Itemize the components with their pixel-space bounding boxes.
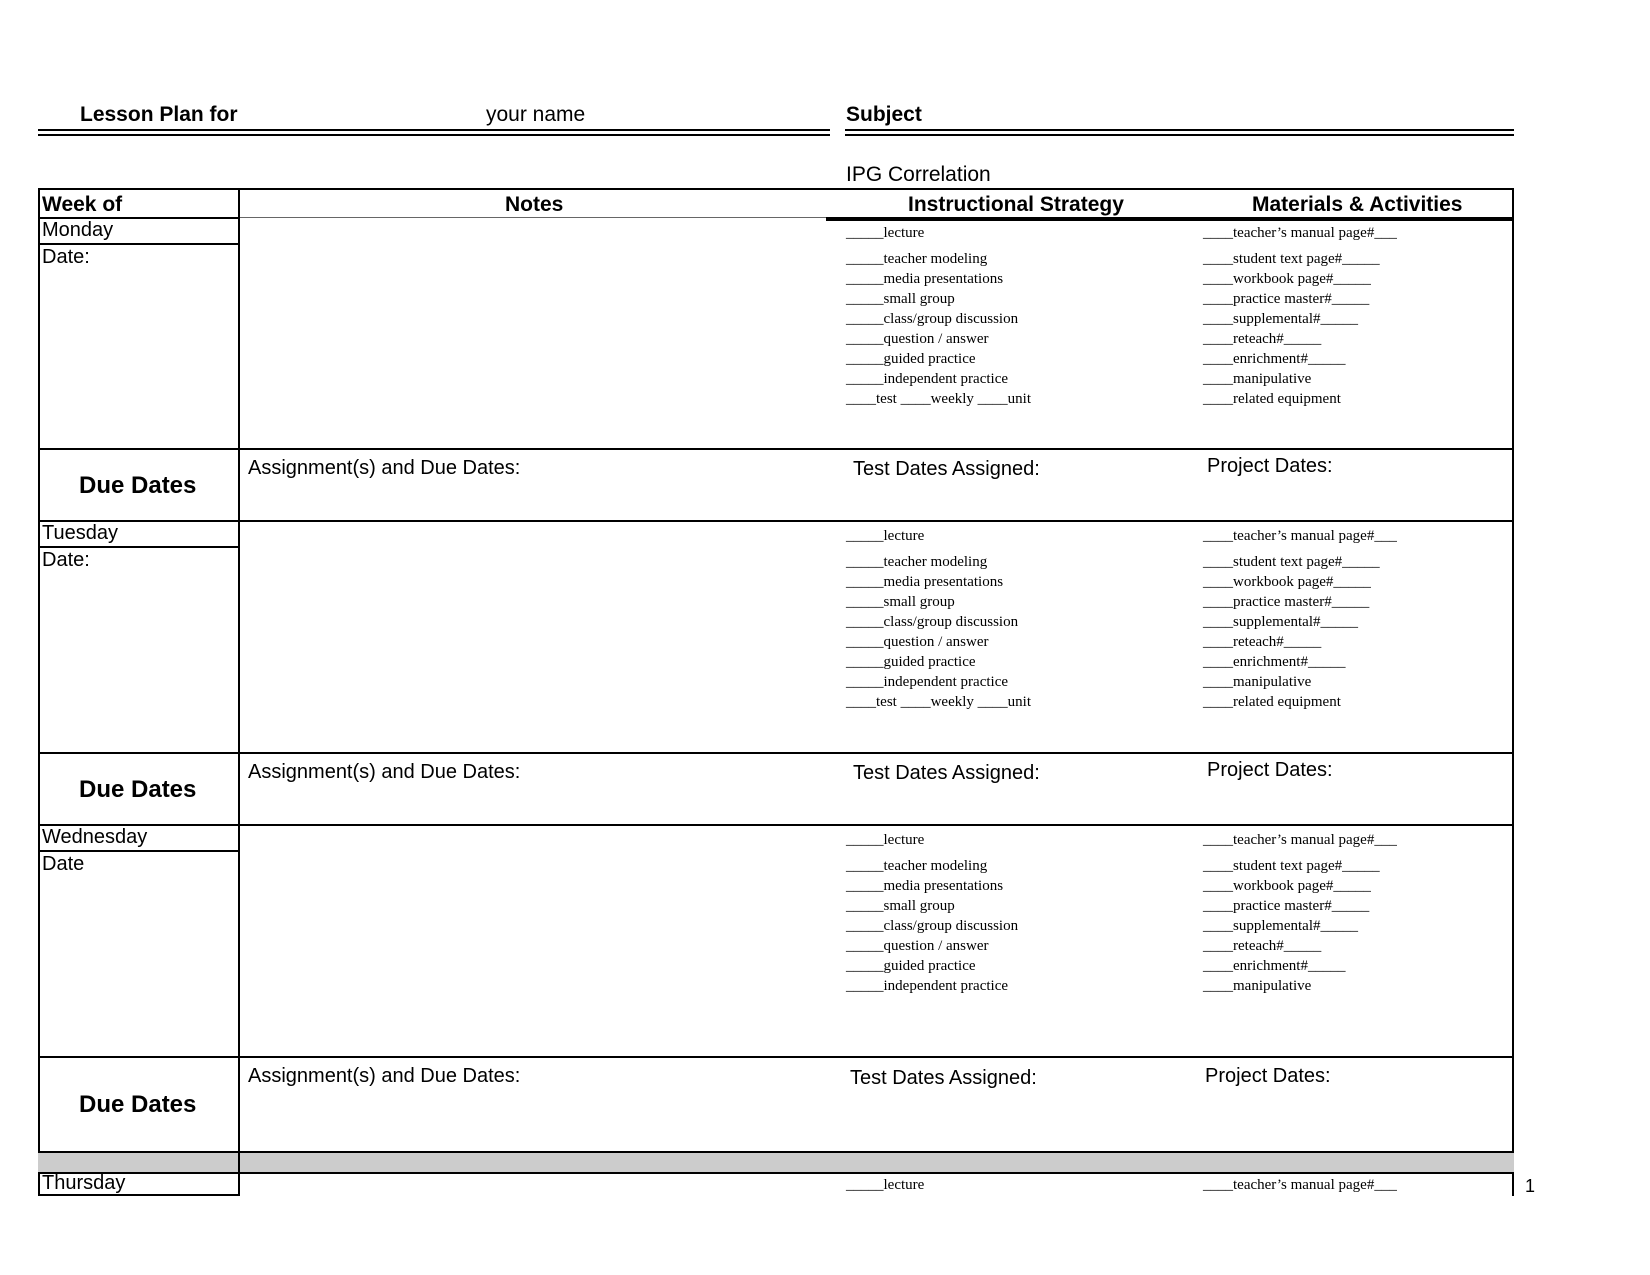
day-name-monday: Monday [42, 219, 114, 241]
due-dates-heading: Due Dates [79, 776, 197, 803]
assignments-label[interactable]: Assignment(s) and Due Dates: [248, 1065, 521, 1087]
strategy-item[interactable]: ____test ____weekly ____unit [846, 694, 1031, 710]
materials-item[interactable]: ____enrichment#_____ [1203, 351, 1346, 367]
materials-item[interactable]: ____related equipment [1203, 391, 1341, 407]
strategy-item[interactable]: _____independent practice [846, 674, 1009, 690]
strategy-item[interactable]: _____lecture [846, 528, 925, 544]
table-divider-left [238, 188, 240, 1196]
strategy-item[interactable]: _____teacher modeling [846, 858, 988, 874]
date-label-wednesday[interactable]: Date [42, 853, 85, 875]
thursday-name-underline [38, 1194, 240, 1196]
strategy-item[interactable]: _____media presentations [846, 574, 1004, 590]
strategy-item[interactable]: _____question / answer [846, 634, 989, 650]
materials-item[interactable]: ____reteach#_____ [1203, 634, 1322, 650]
materials-item[interactable]: ____supplemental#_____ [1203, 311, 1358, 327]
assignments-label[interactable]: Assignment(s) and Due Dates: [248, 457, 521, 479]
strategy-item[interactable]: _____independent practice [846, 978, 1009, 994]
due-dates-3-top-border [38, 1056, 1514, 1058]
materials-item[interactable]: ____practice master#_____ [1203, 594, 1370, 610]
materials-header: Materials & Activities [1252, 193, 1463, 216]
strategy-item[interactable]: _____guided practice [846, 958, 976, 974]
strategy-list-tuesday [846, 526, 1031, 712]
header-rule-left-bottom [38, 134, 830, 136]
table-top-border [38, 188, 1514, 190]
strategy-item[interactable]: _____class/group discussion [846, 614, 1019, 630]
materials-item[interactable]: ____student text page#_____ [1203, 858, 1380, 874]
project-dates-label[interactable]: Project Dates: [1207, 455, 1333, 477]
date-label-tuesday[interactable]: Date: [42, 549, 90, 571]
materials-item[interactable]: ____workbook page#_____ [1203, 271, 1371, 287]
strategy-item[interactable]: _____lecture [846, 225, 925, 241]
strategy-item[interactable]: _____media presentations [846, 271, 1004, 287]
materials-item[interactable]: ____teacher’s manual page#___ [1203, 832, 1397, 848]
materials-list-tuesday [1203, 526, 1397, 712]
notes-header: Notes [505, 193, 564, 216]
materials-item[interactable]: ____student text page#_____ [1203, 554, 1380, 570]
materials-item[interactable]: ____manipulative [1203, 674, 1312, 690]
materials-item[interactable]: ____manipulative [1203, 371, 1312, 387]
strategy-item[interactable]: _____small group [846, 291, 955, 307]
materials-item[interactable]: ____related equipment [1203, 694, 1341, 710]
strategy-item[interactable]: _____media presentations [846, 878, 1004, 894]
project-dates-label[interactable]: Project Dates: [1207, 759, 1333, 781]
due-dates-1-top-border [38, 448, 1514, 450]
assignments-label[interactable]: Assignment(s) and Due Dates: [248, 761, 521, 783]
due-dates-2-top-border [38, 752, 1514, 754]
materials-item[interactable]: ____teacher’s manual page#___ [1203, 225, 1397, 241]
day-name-wednesday: Wednesday [42, 826, 148, 848]
week-of-header: Week of [42, 193, 123, 216]
strategy-underline [826, 217, 1514, 221]
materials-item[interactable]: ____workbook page#_____ [1203, 878, 1371, 894]
due-dates-heading: Due Dates [79, 472, 197, 499]
strategy-item[interactable]: _____question / answer [846, 938, 989, 954]
header-rule-right-top [845, 129, 1514, 131]
day-name-tuesday: Tuesday [42, 522, 118, 544]
materials-item[interactable]: ____reteach#_____ [1203, 938, 1322, 954]
strategy-list-wednesday [846, 830, 1018, 996]
strategy-item[interactable]: ____test ____weekly ____unit [846, 391, 1031, 407]
table-left-border [38, 188, 40, 1196]
day-name-thursday: Thursday [42, 1172, 126, 1194]
materials-item[interactable]: ____enrichment#_____ [1203, 654, 1346, 670]
strategy-item[interactable]: _____independent practice [846, 371, 1009, 387]
due-dates-2-bottom-border [38, 824, 1514, 826]
strategy-item[interactable]: _____small group [846, 594, 955, 610]
notes-underline [240, 217, 826, 218]
monday-name-underline [38, 243, 240, 245]
gray-separator-band [38, 1151, 1514, 1174]
materials-item[interactable]: ____supplemental#_____ [1203, 918, 1358, 934]
materials-item[interactable]: ____practice master#_____ [1203, 898, 1370, 914]
materials-item[interactable]: ____enrichment#_____ [1203, 958, 1346, 974]
materials-item[interactable]: ____workbook page#_____ [1203, 574, 1371, 590]
date-label-monday[interactable]: Date: [42, 246, 90, 268]
strategy-item[interactable]: _____guided practice [846, 654, 976, 670]
materials-list-monday [1203, 223, 1397, 409]
teacher-name-field[interactable]: your name [486, 103, 586, 126]
materials-item[interactable]: ____teacher’s manual page#___ [1203, 528, 1397, 544]
materials-item[interactable]: ____student text page#_____ [1203, 251, 1380, 267]
tuesday-name-underline [38, 546, 240, 548]
materials-item[interactable]: ____practice master#_____ [1203, 291, 1370, 307]
materials-item[interactable]: ____manipulative [1203, 978, 1312, 994]
strategy-item[interactable]: _____teacher modeling [846, 251, 988, 267]
strategy-item[interactable]: _____guided practice [846, 351, 976, 367]
strategy-item[interactable]: _____lecture [846, 1177, 925, 1193]
strategy-list-monday [846, 223, 1031, 409]
header-rule-left-top [38, 129, 830, 131]
ipg-correlation-label: IPG Correlation [846, 163, 991, 186]
test-dates-label[interactable]: Test Dates Assigned: [853, 458, 1040, 480]
test-dates-label[interactable]: Test Dates Assigned: [853, 762, 1040, 784]
materials-item[interactable]: ____teacher’s manual page#___ [1203, 1177, 1397, 1193]
due-dates-1-bottom-border [38, 520, 1514, 522]
materials-list-wednesday [1203, 830, 1397, 996]
strategy-header: Instructional Strategy [908, 193, 1124, 216]
subject-label: Subject [846, 103, 922, 126]
strategy-item[interactable]: _____class/group discussion [846, 918, 1019, 934]
strategy-item[interactable]: _____small group [846, 898, 955, 914]
header-rule-right-bottom [845, 134, 1514, 136]
due-dates-heading: Due Dates [79, 1091, 197, 1118]
lesson-plan-label: Lesson Plan for [80, 103, 238, 126]
page-number: 1 [1525, 1176, 1536, 1196]
materials-item[interactable]: ____reteach#_____ [1203, 331, 1322, 347]
project-dates-label[interactable]: Project Dates: [1205, 1065, 1331, 1087]
separator-divider [238, 1151, 240, 1174]
strategy-item[interactable]: _____teacher modeling [846, 554, 988, 570]
table-right-border [1512, 188, 1514, 1196]
materials-item[interactable]: ____supplemental#_____ [1203, 614, 1358, 630]
strategy-item[interactable]: _____lecture [846, 832, 925, 848]
strategy-item[interactable]: _____class/group discussion [846, 311, 1019, 327]
strategy-item[interactable]: _____question / answer [846, 331, 989, 347]
wednesday-name-underline [38, 850, 240, 852]
test-dates-label[interactable]: Test Dates Assigned: [850, 1067, 1037, 1089]
